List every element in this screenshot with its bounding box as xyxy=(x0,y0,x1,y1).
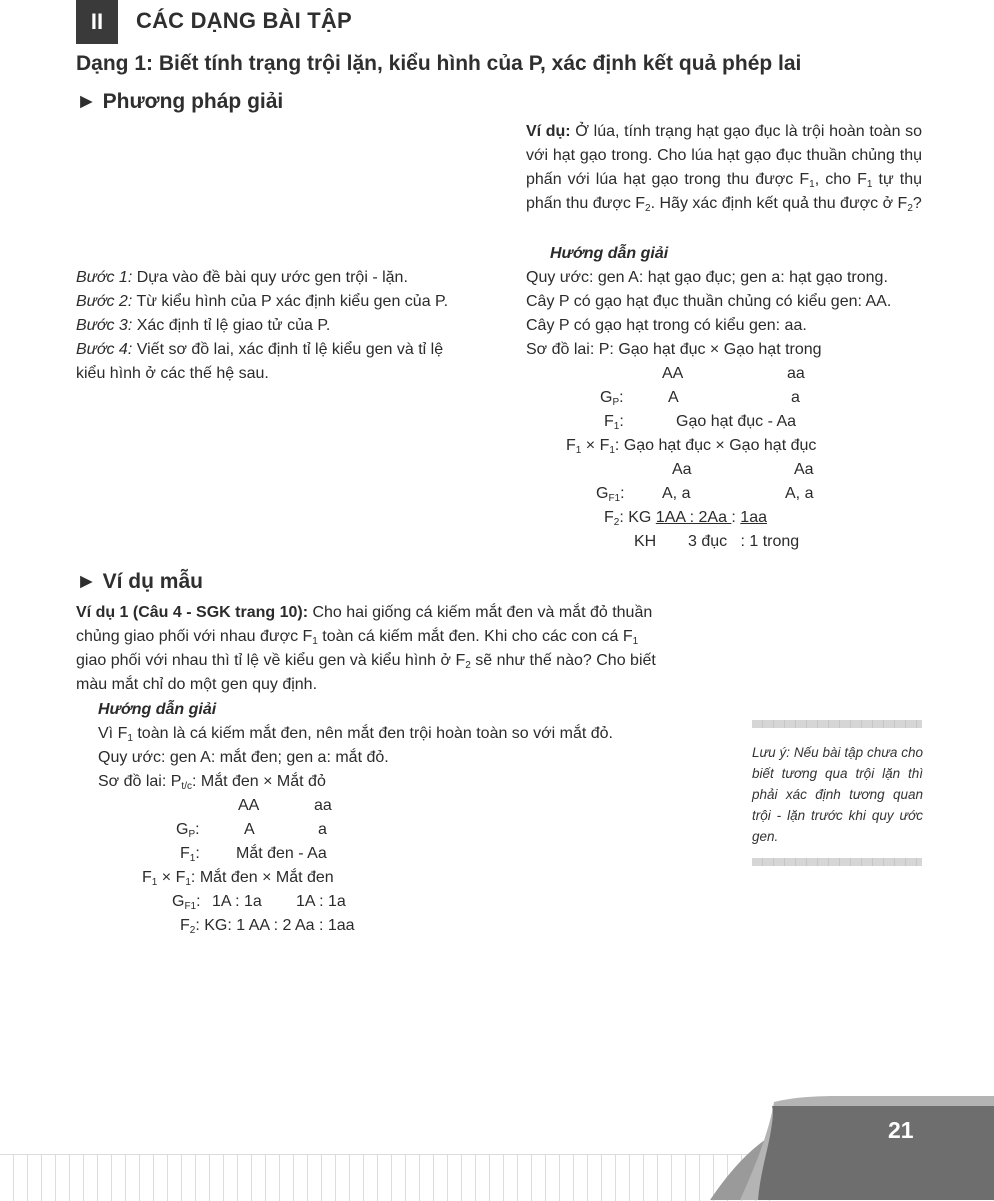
step-2 xyxy=(76,290,448,314)
section-title: CÁC DẠNG BÀI TẬP xyxy=(136,8,352,33)
example-label: Ví dụ: xyxy=(526,123,571,140)
colon: : xyxy=(195,845,200,862)
f2-kg: : KG xyxy=(619,509,656,526)
p-genotype-aa: aa xyxy=(787,365,805,382)
sub-1: 1 xyxy=(127,733,133,744)
times-f: × F xyxy=(581,437,610,454)
sample-f1-cross xyxy=(142,866,334,890)
g-letter: G xyxy=(596,485,609,502)
f-letter: F xyxy=(604,509,614,526)
colon: : xyxy=(196,893,201,910)
step-4 xyxy=(76,338,443,362)
g-sub: P xyxy=(612,397,620,408)
guide-3a: Sơ đồ lai: P xyxy=(98,773,182,790)
step-3-label: Bước 3: xyxy=(76,317,133,334)
gf1-gametes-right: A, a xyxy=(785,485,814,502)
step-2-label: Bước 2: xyxy=(76,293,133,310)
step-3-text: Xác định tỉ lệ giao tử của P. xyxy=(132,317,331,334)
step-1 xyxy=(76,266,408,290)
f1-genotype-right: Aa xyxy=(794,461,814,478)
example-guide-title: Hướng dẫn giải xyxy=(550,245,669,262)
step-2-text: Từ kiểu hình của P xác định kiểu gen của P. xyxy=(132,293,449,310)
step-4-text: Viết sơ đồ lai, xác định tỉ lệ kiểu gen và tỉ lệ xyxy=(132,341,444,358)
g-letter: G xyxy=(172,893,185,910)
sample-p-aa: aa xyxy=(314,797,332,814)
sub-2: 2 xyxy=(189,925,196,936)
sample-cross-text: : Mắt đen × Mắt đen xyxy=(190,869,334,886)
sub-1: 1 xyxy=(809,179,815,190)
f2-ratio-underlined: 1AA : 2Aa xyxy=(655,509,732,526)
sample-guide-title: Hướng dẫn giải xyxy=(98,701,217,718)
sample-p-AA: AA xyxy=(238,797,260,814)
gf1-gametes-left: A, a xyxy=(662,485,691,502)
guide-1b: toàn là cá kiếm mắt đen, nên mắt đen trội hoàn toàn so với mắt đỏ. xyxy=(132,725,613,742)
sub-tc: t/c xyxy=(181,781,192,792)
sample-gp-label xyxy=(176,818,200,842)
sub-1: 1 xyxy=(613,421,620,432)
guide-3b: : Mắt đen × Mắt đỏ xyxy=(191,773,326,790)
sub-2: 2 xyxy=(645,203,651,214)
f-letter: F xyxy=(142,869,152,886)
f1-label xyxy=(604,410,624,434)
sample-guide-1 xyxy=(98,722,613,746)
g-sub: F1 xyxy=(608,493,621,504)
step-1-text: Dựa vào đề bài quy ước gen trội - lặn. xyxy=(132,269,408,286)
f1-genotype-left: Aa xyxy=(672,461,692,478)
sample-guide-3 xyxy=(98,770,326,794)
sub-1: 1 xyxy=(185,877,191,888)
sub-2: 2 xyxy=(613,517,620,528)
f2-ratio-end: 1aa xyxy=(740,509,767,526)
step-1-label: Bước 1: xyxy=(76,269,133,286)
example-text-5: ? xyxy=(912,195,922,212)
sample-text-1: Cho hai giống cá kiếm mắt đen và mắt đỏ thuần xyxy=(308,604,653,621)
sample-text-2a: chủng giao phối với nhau được F xyxy=(76,628,313,645)
sample-gamete-a: a xyxy=(318,821,327,838)
sub-1: 1 xyxy=(189,853,196,864)
dang1-heading: Dạng 1: Biết tính trạng trội lặn, kiểu hình của P, xác định kết quả phép lai xyxy=(76,52,802,75)
sub-1: 1 xyxy=(151,877,158,888)
f-letter: F xyxy=(180,917,190,934)
colon: : xyxy=(620,485,625,502)
page-number: 21 xyxy=(888,1117,914,1143)
sample-gamete-A: A xyxy=(244,821,255,838)
times-f: × F xyxy=(157,869,186,886)
gamete-A: A xyxy=(668,389,679,406)
sample-text-3a: giao phối với nhau thì tỉ lệ về kiểu gen và kiểu hình ở F xyxy=(76,652,466,669)
example-text-4: . Hãy xác định kết quả thu được ở F xyxy=(650,195,908,212)
f2-genotype-line xyxy=(604,506,767,530)
f1-cross xyxy=(566,434,816,458)
example-line-4: Sơ đồ lai: P: Gạo hạt đục × Gạo hạt trong xyxy=(526,341,822,358)
section-number-badge xyxy=(76,0,118,44)
sample-gf1-label xyxy=(172,890,201,914)
example-text-1: Ở lúa, tính trạng hạt gạo đục là trội hoàn toàn so với hạt gạo trong. Cho lúa hạt gạo đục thuần chủng thụ phấn với lúa hạt gạo trong thu được F xyxy=(526,123,923,188)
f-letter: F xyxy=(604,413,614,430)
sub-2: 2 xyxy=(465,660,471,671)
sample-f2-line xyxy=(180,914,355,938)
sample-label: Ví dụ 1 (Câu 4 - SGK trang 10): xyxy=(76,604,309,621)
colon: : xyxy=(195,821,200,838)
f1-phenotype: Gạo hạt đục - Aa xyxy=(676,413,797,430)
sample-text-3b: sẽ như thế nào? Cho biết xyxy=(470,652,656,669)
gp-label xyxy=(600,386,624,410)
note-top-divider xyxy=(752,720,922,728)
sub-1: 1 xyxy=(609,445,615,456)
guide-1a: Vì F xyxy=(98,725,128,742)
sample-f2-text: : KG: 1 AA : 2 Aa : 1aa xyxy=(195,917,355,934)
step-4-label: Bước 4: xyxy=(76,341,133,358)
method-heading: ► Phương pháp giải xyxy=(76,90,284,113)
sample-line-4: màu mắt chỉ do một gen quy định. xyxy=(76,676,318,693)
f1-cross-text: : Gạo hạt đục × Gạo hạt đục xyxy=(614,437,817,454)
sample-f1-text: Mắt đen - Aa xyxy=(236,845,327,862)
sub-1: 1 xyxy=(866,179,873,190)
g-sub: P xyxy=(188,829,196,840)
page-corner-decoration xyxy=(700,1096,994,1200)
gf1-label xyxy=(596,482,625,506)
sample-gf1-left: 1A : 1a xyxy=(212,893,262,910)
section-number: II xyxy=(90,9,104,34)
colon: : xyxy=(619,389,624,406)
sample-line-3 xyxy=(76,649,656,673)
note-bottom-divider xyxy=(752,858,922,866)
example-line-3: Cây P có gạo hạt trong có kiểu gen: aa. xyxy=(526,317,807,334)
f2-kh-ratio: 3 đục : 1 trong xyxy=(688,533,800,550)
sample-gf1-right: 1A : 1a xyxy=(296,893,346,910)
sample-line-1 xyxy=(76,601,652,625)
f2-colon: : xyxy=(731,509,741,526)
sample-text-2b: toàn cá kiếm mắt đen. Khi cho các con cá F xyxy=(317,628,633,645)
step-4-continued: kiểu hình ở các thế hệ sau. xyxy=(76,365,269,382)
g-letter: G xyxy=(176,821,189,838)
g-sub: F1 xyxy=(184,901,197,912)
sample-f1-label xyxy=(180,842,200,866)
sub-1: 1 xyxy=(312,636,318,647)
g-letter: G xyxy=(600,389,613,406)
colon: : xyxy=(619,413,624,430)
example-line-1: Quy ước: gen A: hạt gạo đục; gen a: hạt gạo trong. xyxy=(526,269,888,286)
example-text-3: tự thụ phấn thu được F xyxy=(526,171,922,212)
f-letter: F xyxy=(566,437,576,454)
sample-line-2 xyxy=(76,625,638,649)
note-text: Lưu ý: Nếu bài tập chưa cho biết tương qua trội lặn thì phải xác định tương quan trội - lặn trước khi quy ước gen. xyxy=(752,745,923,844)
sub-1: 1 xyxy=(632,636,639,647)
footer-strip xyxy=(0,1154,770,1201)
example-line-2: Cây P có gạo hạt đục thuần chủng có kiểu gen: AA. xyxy=(526,293,892,310)
sample-heading: ► Ví dụ mẫu xyxy=(76,570,203,593)
example-text-2: , cho F xyxy=(814,171,867,188)
f2-kh-label: KH xyxy=(634,533,657,550)
p-genotype-AA: AA xyxy=(662,365,684,382)
gamete-a: a xyxy=(791,389,800,406)
sample-guide-2: Quy ước: gen A: mắt đen; gen a: mắt đỏ. xyxy=(98,749,389,766)
f-letter: F xyxy=(180,845,190,862)
step-3 xyxy=(76,314,330,338)
sub-1: 1 xyxy=(575,445,582,456)
example-question xyxy=(526,120,922,216)
sub-2: 2 xyxy=(907,203,913,214)
